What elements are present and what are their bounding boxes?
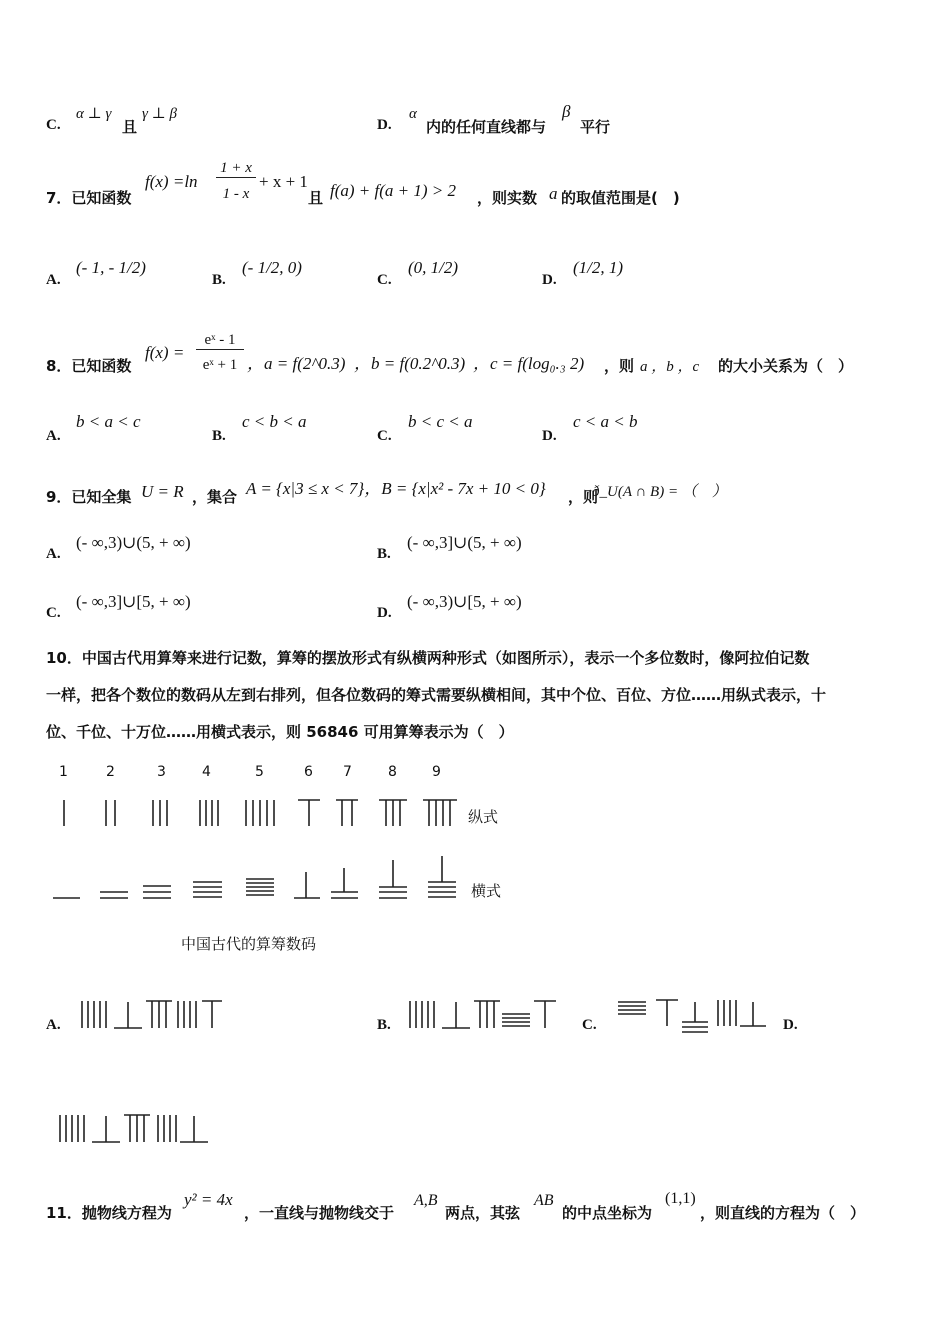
q6-option-d-beta: β [562, 102, 571, 121]
q10-option-b-label: B. [377, 1017, 391, 1033]
q11-text3: 的中点坐标为 [562, 1204, 653, 1222]
q8-option-d-math: c < a < b [573, 412, 638, 431]
q7-func-lhs: f(x) =ln [145, 172, 198, 191]
q7-option-b-label: B. [212, 272, 226, 288]
q9-option-c-math: (- ∞,3]∪[5, + ∞) [76, 592, 191, 611]
rod-digit-label: 5 [255, 764, 264, 780]
rod-digit-label: 9 [432, 764, 441, 780]
q9-option-b-label: B. [377, 546, 391, 562]
q11-points: A,B [414, 1192, 438, 1209]
q9-option-b-math: (- ∞,3]∪(5, + ∞) [407, 533, 522, 552]
q6-option-c-and: 且 [122, 118, 138, 136]
q7-option-d-label: D. [542, 272, 557, 288]
q6-option-c-math: α ⊥ γ [76, 106, 112, 122]
q7-option-c-label: C. [377, 272, 392, 288]
q7-option-d-math: (1/2, 1) [573, 258, 624, 277]
rod-digit-label: 4 [202, 764, 211, 780]
horizontal-form-label: 横式 [471, 882, 502, 900]
q7-frac-num: 1 + x [216, 160, 256, 178]
q7-func-tail: + x + 1 [259, 172, 308, 191]
q9-expr: ð_U(A ∩ B) = （ ） [592, 484, 727, 500]
q10-line3: 位、千位、十万位……用横式表示，则 56846 可用算筹表示为（ ） [46, 723, 514, 741]
horizontal-rod-row [53, 856, 456, 898]
q6-option-d-text: 内的任何直线都与 [426, 118, 547, 136]
q7-option-c-math: (0, 1/2) [408, 258, 459, 277]
q7-condition: f(a) + f(a + 1) > 2 [330, 181, 457, 200]
q9-option-a-math: (- ∞,3)∪(5, + ∞) [76, 533, 191, 552]
q8-option-b-math: c < b < a [242, 412, 307, 431]
q11-text: ，一直线与抛物线交于 [244, 1204, 395, 1222]
q9-text2: ，则 [568, 488, 599, 506]
q8-option-a-label: A. [46, 428, 61, 444]
q8-a-def: ，a = f(2^0.3) [247, 354, 346, 373]
q7-text: ，则实数 [477, 189, 538, 207]
q10-option-c-rods [614, 996, 774, 1034]
q9-option-a-label: A. [46, 546, 61, 562]
rod-digit-label: 2 [106, 764, 115, 780]
q9-option-d-math: (- ∞,3)∪[5, + ∞) [407, 592, 522, 611]
q10-option-a-label: A. [46, 1017, 61, 1033]
q7-var: a [549, 184, 558, 203]
vertical-form-label: 纵式 [468, 808, 499, 826]
q8-option-b-label: B. [212, 428, 226, 444]
q10-line1: 10．中国古代用算筹来进行记数，算筹的摆放形式有纵横两种形式（如图所示），表示一个多位数时，像阿拉伯记数 [46, 649, 810, 667]
q8-frac-den: eˣ + 1 [202, 357, 238, 373]
rod-numerals-figure [0, 790, 520, 910]
q11-text2: 两点，其弦 [445, 1204, 521, 1222]
q9-option-d-label: D. [377, 605, 392, 621]
q7-text2: 的取值范围是( ) [561, 189, 680, 207]
q9-sets: A = {x|3 ≤ x < 7}，B = {x|x² - 7x + 10 < 0} [246, 479, 546, 498]
q10-option-d-rods [56, 1112, 216, 1146]
q8-vars: a ，b ，c [640, 359, 700, 375]
q8-option-d-label: D. [542, 428, 557, 444]
q7-and: 且 [308, 189, 324, 207]
vertical-rod-row [64, 800, 457, 826]
q7-frac-den: 1 - x [222, 186, 250, 202]
rod-digit-label: 7 [343, 764, 352, 780]
q6-option-d-label: D. [377, 117, 392, 133]
q9-option-c-label: C. [46, 605, 61, 621]
q11-number: 11．抛物线方程为 [46, 1204, 172, 1222]
q7-option-a-math: (- 1, - 1/2) [76, 258, 146, 277]
q11-midpoint: (1,1) [665, 1190, 696, 1207]
q7-number: 7．已知函数 [46, 189, 132, 207]
q6-option-d-alpha: α [409, 106, 417, 122]
q9-number: 9．已知全集 [46, 488, 132, 506]
q8-option-c-math: b < c < a [408, 412, 473, 431]
q8-c-def: ，c = f(log₀.₃ 2) [473, 354, 585, 373]
q6-option-c-math2: γ ⊥ β [142, 106, 177, 122]
q8-frac-num: eˣ - 1 [196, 332, 244, 350]
rod-digit-label: 3 [157, 764, 166, 780]
q8-option-c-label: C. [377, 428, 392, 444]
q11-chord: AB [534, 1192, 554, 1209]
q10-option-b-rods [404, 998, 560, 1032]
q6-option-c-label: C. [46, 117, 61, 133]
figure-caption: 中国古代的算筹数码 [181, 935, 317, 953]
q10-option-d-label: D. [783, 1017, 798, 1033]
rod-digit-label: 8 [388, 764, 397, 780]
rod-digit-label: 6 [304, 764, 313, 780]
q8-option-a-math: b < a < c [76, 412, 141, 431]
q9-u-def: U = R [141, 482, 184, 501]
q11-equation: y² = 4x [184, 1190, 233, 1209]
q8-text: ，则 [604, 357, 635, 375]
q7-option-b-math: (- 1/2, 0) [242, 258, 302, 277]
q11-text4: ，则直线的方程为（ ） [700, 1204, 866, 1222]
q8-number: 8．已知函数 [46, 357, 132, 375]
q8-b-def: ，b = f(0.2^0.3) [354, 354, 466, 373]
q7-option-a-label: A. [46, 272, 61, 288]
q6-option-d-text2: 平行 [580, 118, 611, 136]
q10-option-c-label: C. [582, 1017, 597, 1033]
rod-digit-label: 1 [59, 764, 68, 780]
q9-text: ，集合 [192, 488, 238, 506]
q8-func-lhs: f(x) = [145, 343, 185, 362]
q8-text2: 的大小关系为（ ） [718, 357, 854, 375]
q10-line2: 一样，把各个数位的数码从左到右排列，但各位数码的筹式需要纵横相间，其中个位、百位、方位……用纵式表示，十 [46, 686, 827, 704]
q10-option-a-rods [76, 998, 226, 1032]
